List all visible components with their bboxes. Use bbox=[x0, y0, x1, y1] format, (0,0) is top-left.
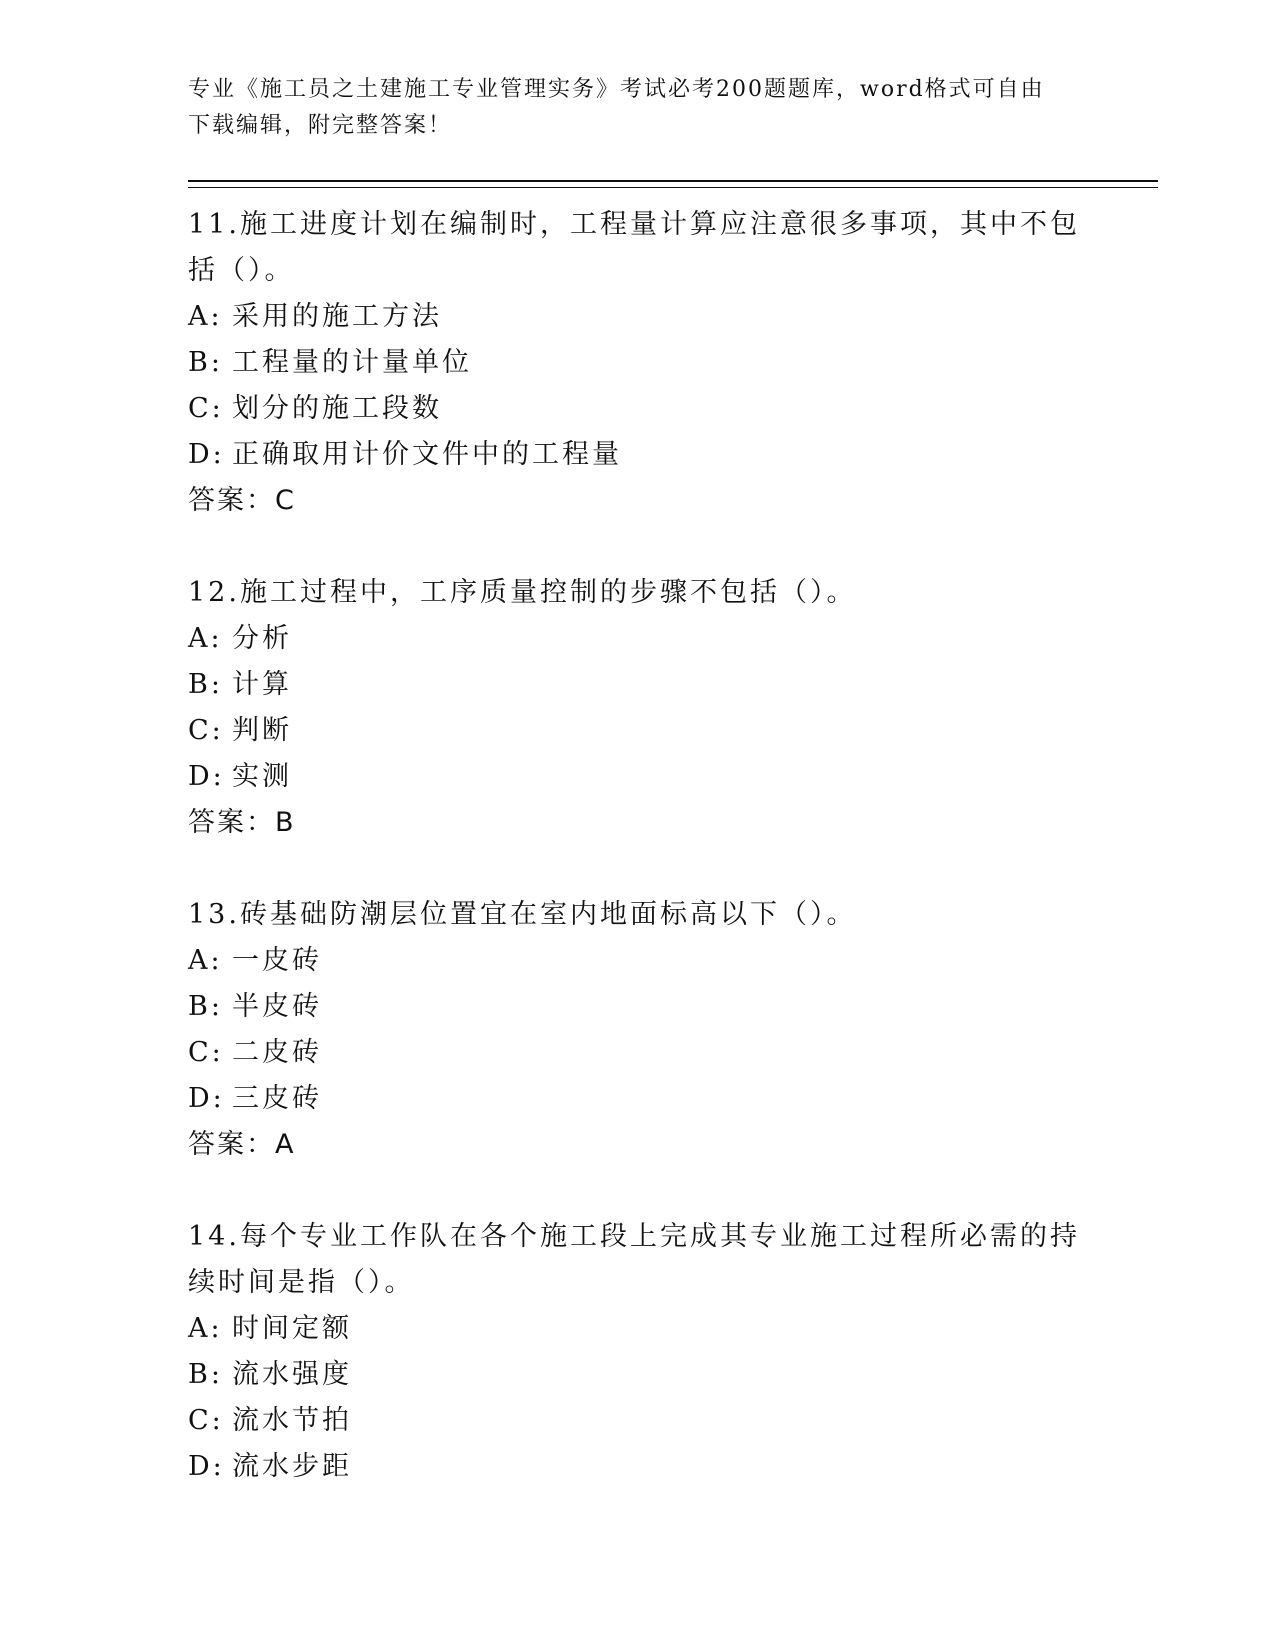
option-c bbox=[188, 1030, 1158, 1076]
option-letter: C: bbox=[188, 1037, 224, 1068]
option-text: 计算 bbox=[232, 669, 292, 700]
option-a bbox=[188, 1306, 1158, 1352]
question-stem: 11.施工进度计划在编制时，工程量计算应注意很多事项，其中不包括（）。 bbox=[188, 209, 1080, 286]
option-text: 流水步距 bbox=[232, 1451, 352, 1482]
option-letter: B: bbox=[188, 1359, 223, 1390]
option-text: 二皮砖 bbox=[232, 1037, 322, 1068]
option-a bbox=[188, 938, 1158, 984]
option-letter: B: bbox=[188, 991, 223, 1022]
answer-line: 答案：B bbox=[188, 807, 296, 838]
option-letter: D: bbox=[188, 1451, 225, 1482]
option-text: 半皮砖 bbox=[232, 991, 322, 1022]
option-b bbox=[188, 662, 1158, 708]
option-d bbox=[188, 432, 1158, 478]
option-letter: A: bbox=[188, 945, 223, 976]
option-d bbox=[188, 754, 1158, 800]
document-page bbox=[188, 72, 1158, 1490]
answer-line: 答案：A bbox=[188, 1129, 296, 1160]
option-letter: C: bbox=[188, 1405, 224, 1436]
question-stem: 13.砖基础防潮层位置宜在室内地面标高以下（）。 bbox=[188, 899, 857, 930]
option-a bbox=[188, 616, 1158, 662]
option-text: 采用的施工方法 bbox=[232, 301, 442, 332]
option-d bbox=[188, 1444, 1158, 1490]
option-c bbox=[188, 386, 1158, 432]
option-letter: A: bbox=[188, 623, 223, 654]
option-c bbox=[188, 1398, 1158, 1444]
option-text: 三皮砖 bbox=[232, 1083, 322, 1114]
option-text: 工程量的计量单位 bbox=[232, 347, 472, 378]
option-text: 一皮砖 bbox=[232, 945, 322, 976]
option-letter: B: bbox=[188, 347, 223, 378]
option-b bbox=[188, 340, 1158, 386]
question-item bbox=[188, 1214, 1158, 1490]
document-header: 专业《施工员之土建施工专业管理实务》考试必考200题题库，word格式可自由下载编辑，附完整答案！ bbox=[188, 77, 1045, 138]
answer-line: 答案：C bbox=[188, 485, 296, 516]
header-divider bbox=[188, 180, 1158, 188]
option-text: 时间定额 bbox=[232, 1313, 352, 1344]
option-text: 判断 bbox=[232, 715, 292, 746]
option-b bbox=[188, 984, 1158, 1030]
option-letter: D: bbox=[188, 1083, 225, 1114]
option-letter: A: bbox=[188, 1313, 223, 1344]
option-letter: D: bbox=[188, 761, 225, 792]
option-text: 划分的施工段数 bbox=[232, 393, 442, 424]
option-d bbox=[188, 1076, 1158, 1122]
option-letter: D: bbox=[188, 439, 225, 470]
option-text: 实测 bbox=[232, 761, 292, 792]
option-letter: C: bbox=[188, 715, 224, 746]
option-b bbox=[188, 1352, 1158, 1398]
option-letter: B: bbox=[188, 669, 223, 700]
option-letter: A: bbox=[188, 301, 223, 332]
question-item bbox=[188, 892, 1158, 1168]
option-text: 流水强度 bbox=[232, 1359, 352, 1390]
question-item bbox=[188, 202, 1158, 524]
option-text: 流水节拍 bbox=[232, 1405, 352, 1436]
option-letter: C: bbox=[188, 393, 224, 424]
option-text: 分析 bbox=[232, 623, 292, 654]
option-c bbox=[188, 708, 1158, 754]
question-stem: 12.施工过程中，工序质量控制的步骤不包括（）。 bbox=[188, 577, 857, 608]
question-item bbox=[188, 570, 1158, 846]
option-text: 正确取用计价文件中的工程量 bbox=[232, 439, 622, 470]
question-stem: 14.每个专业工作队在各个施工段上完成其专业施工过程所必需的持续时间是指（）。 bbox=[188, 1221, 1080, 1298]
option-a bbox=[188, 294, 1158, 340]
